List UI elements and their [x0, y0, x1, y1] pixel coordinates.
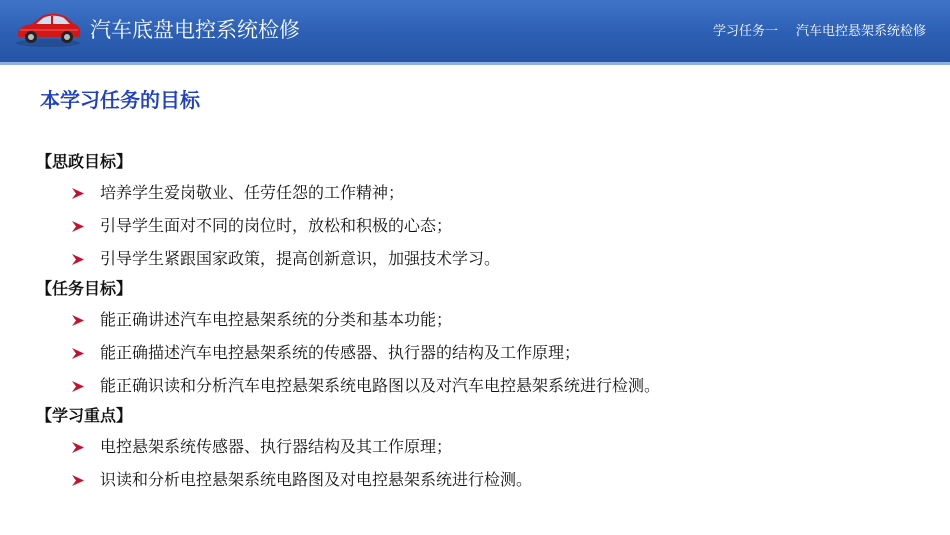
list-item: 培养学生爱岗敬业、任劳任怨的工作精神； [40, 176, 920, 209]
arrow-bullet-icon [72, 475, 84, 486]
arrow-bullet-icon [72, 254, 84, 265]
header-divider [0, 62, 950, 65]
arrow-bullet-icon [72, 381, 84, 392]
header-bar [0, 0, 950, 62]
arrow-bullet-icon [72, 221, 84, 232]
section-heading-ideology: 【思政目标】 [36, 152, 133, 171]
arrow-bullet-icon [72, 348, 84, 359]
arrow-bullet-icon [72, 442, 84, 453]
page-title: 本学习任务的目标 [40, 88, 200, 112]
list-item: 能正确识读和分析汽车电控悬架系统电路图以及对汽车电控悬架系统进行检测。 [40, 369, 920, 402]
arrow-bullet-icon [72, 188, 84, 199]
list-item: 引导学生面对不同的岗位时，放松和积极的心态； [40, 209, 920, 242]
list-item: 能正确描述汽车电控悬架系统的传感器、执行器的结构及工作原理； [40, 336, 920, 369]
course-title: 汽车底盘电控系统检修 [90, 18, 300, 42]
list-item: 引导学生紧跟国家政策，提高创新意识，加强技术学习。 [40, 242, 920, 275]
list-item: 能正确讲述汽车电控悬架系统的分类和基本功能； [40, 303, 920, 336]
task-name: 汽车电控悬架系统检修 [795, 24, 926, 39]
objectives-content [36, 148, 920, 496]
red-car-icon [14, 6, 82, 48]
task-info [713, 22, 926, 42]
section-heading-task: 【任务目标】 [36, 279, 133, 298]
task-label: 学习任务一 [712, 24, 778, 39]
section-heading-focus: 【学习重点】 [36, 406, 133, 425]
list-item: 识读和分析电控悬架系统电路图及对电控悬架系统进行检测。 [40, 463, 920, 496]
arrow-bullet-icon [72, 315, 84, 326]
list-item: 电控悬架系统传感器、执行器结构及其工作原理； [40, 430, 920, 463]
